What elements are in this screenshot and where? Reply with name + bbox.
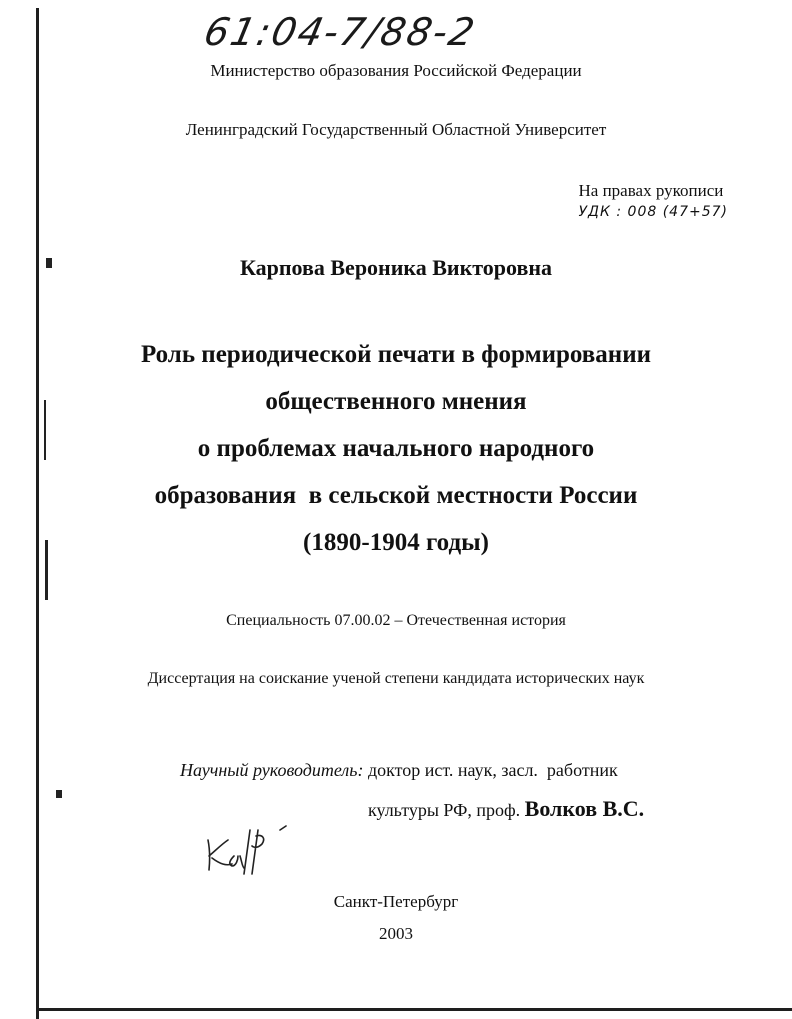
udk-code: УДК : 008 (47+57): [578, 204, 728, 220]
supervisor-title: культуры РФ, проф.: [368, 800, 521, 820]
scan-bottom-edge: [36, 1008, 792, 1011]
title-line: Роль периодической печати в формировании: [140, 341, 652, 368]
scan-mark: [56, 790, 62, 798]
rights-block: [579, 181, 728, 220]
supervisor-line-1: [180, 760, 618, 781]
supervisor-label: Научный руководитель:: [180, 760, 364, 780]
signature: [200, 826, 300, 876]
title-line: общественного мнения: [265, 388, 527, 415]
dissertation-title: [0, 331, 792, 566]
title-line: образования в сельской местности России: [154, 482, 638, 509]
supervisor-name: Волков В.С.: [524, 796, 645, 821]
author-name: Карпова Вероника Викторовна: [239, 255, 553, 280]
supervisor-line-2: [368, 796, 644, 822]
title-line: (1890-1904 годы): [303, 529, 489, 556]
title-line: о проблемах начального народного: [197, 435, 595, 462]
ministry-name: Министерство образования Российской Федерации: [210, 61, 582, 80]
specialty-line: Специальность 07.00.02 – Отечественная история: [226, 612, 566, 629]
year: 2003: [379, 924, 413, 943]
supervisor-degree: доктор ист. наук, засл. работник: [367, 760, 618, 780]
dissertation-degree: Диссертация на соискание ученой степени кандидата исторических наук: [147, 670, 645, 687]
university-name: Ленинградский Государственный Областной Университет: [185, 120, 607, 139]
rights-note: На правах рукописи: [578, 181, 724, 200]
catalog-number: 61:04-7/88-2: [200, 10, 481, 54]
city-name: Санкт-Петербург: [333, 892, 459, 911]
